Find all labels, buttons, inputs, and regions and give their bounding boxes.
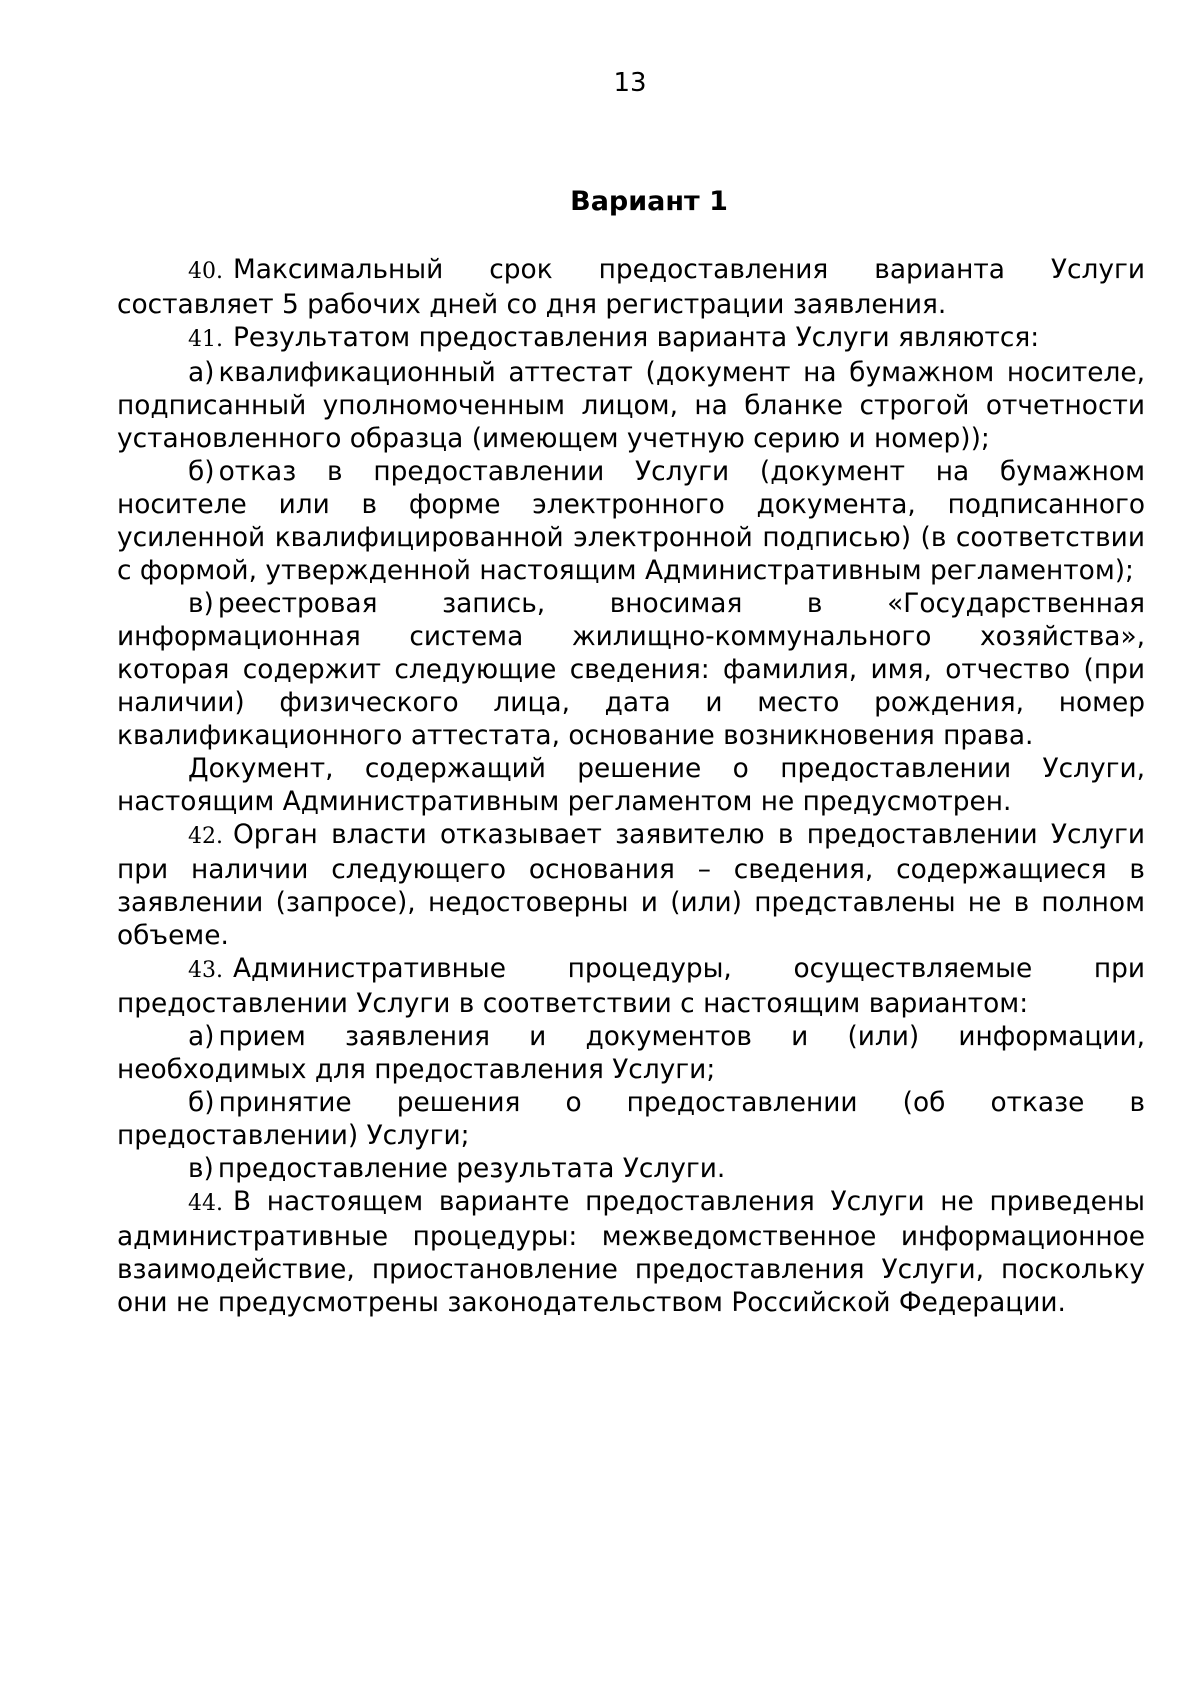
- subitem-text: отказ в предоставлении Услуги (документ на бумажном носителе или в форме электронного документа, подписанного усиленной квалифицированной электронной подписью) (в соответствии с формой, утвержденной настоящим Административным регламентом);: [117, 456, 1145, 586]
- paragraph-text: Орган власти отказывает заявителю в предоставлении Услуги при наличии следующего основания – сведения, содержащиеся в заявлении (запросе), недостоверны и (или) представлены не в полном объеме.: [117, 819, 1145, 951]
- section-title: Вариант 1: [570, 186, 728, 217]
- subitem-41-c: [117, 587, 1145, 752]
- paragraph-number: 43.: [188, 958, 223, 983]
- subitem-marker: б): [188, 456, 215, 487]
- paragraph-40: [117, 253, 1145, 321]
- paragraph-text: Административные процедуры, осуществляемые при предоставлении Услуги в соответствии с настоящим вариантом:: [117, 953, 1145, 1019]
- paragraph-41-note: Документ, содержащий решение о предоставлении Услуги, настоящим Административным регламентом не предусмотрен.: [117, 753, 1145, 817]
- subitem-43-c: [117, 1152, 1145, 1185]
- subitem-text: реестровая запись, вносимая в «Государственная информационная система жилищно-коммунального хозяйства», которая содержит следующие сведения: фамилия, имя, отчество (при наличии) физического лица, дата и место рождения, номер квалификационного аттестата, основание возникновения права.: [117, 588, 1145, 751]
- subitem-text: предоставление результата Услуги.: [217, 1153, 726, 1184]
- subitem-text: квалификационный аттестат (документ на бумажном носителе, подписанный уполномоченным лицом, на бланке строгой отчетности установленного образца (имеющем учетную серию и номер));: [117, 357, 1145, 454]
- page-number: 13: [613, 68, 647, 98]
- subitem-marker: б): [188, 1087, 215, 1118]
- subitem-43-a: [117, 1020, 1145, 1086]
- paragraph-text: В настоящем варианте предоставления Услуги не приведены административные процедуры: межведомственное информационное взаимодействие, приостановление предоставления Услуги, поскольку они не предусмотрены законодательством Российской Федерации.: [117, 1186, 1145, 1318]
- paragraph-number: 41.: [188, 327, 223, 352]
- document-body: [117, 253, 1145, 1319]
- subitem-marker: в): [188, 588, 214, 619]
- subitem-41-a: [117, 356, 1145, 455]
- paragraph-number: 42.: [188, 824, 223, 849]
- paragraph-42: [117, 818, 1145, 952]
- subitem-text: принятие решения о предоставлении (об отказе в предоставлении) Услуги;: [117, 1087, 1145, 1151]
- paragraph-44: [117, 1185, 1145, 1319]
- subitem-43-b: [117, 1086, 1145, 1152]
- paragraph-number: 40.: [188, 259, 223, 284]
- paragraph-text: Максимальный срок предоставления варианта Услуги составляет 5 рабочих дней со дня регистрации заявления.: [117, 254, 1145, 320]
- subitem-marker: а): [188, 1021, 215, 1052]
- paragraph-text: Результатом предоставления варианта Услуги являются:: [233, 322, 1040, 353]
- subitem-text: прием заявления и документов и (или) информации, необходимых для предоставления Услуги;: [117, 1021, 1145, 1085]
- subitem-marker: а): [188, 357, 215, 388]
- paragraph-41: [117, 321, 1145, 356]
- paragraph-43: [117, 952, 1145, 1020]
- subitem-41-b: [117, 455, 1145, 587]
- paragraph-number: 44.: [188, 1191, 223, 1216]
- subitem-marker: в): [188, 1153, 214, 1184]
